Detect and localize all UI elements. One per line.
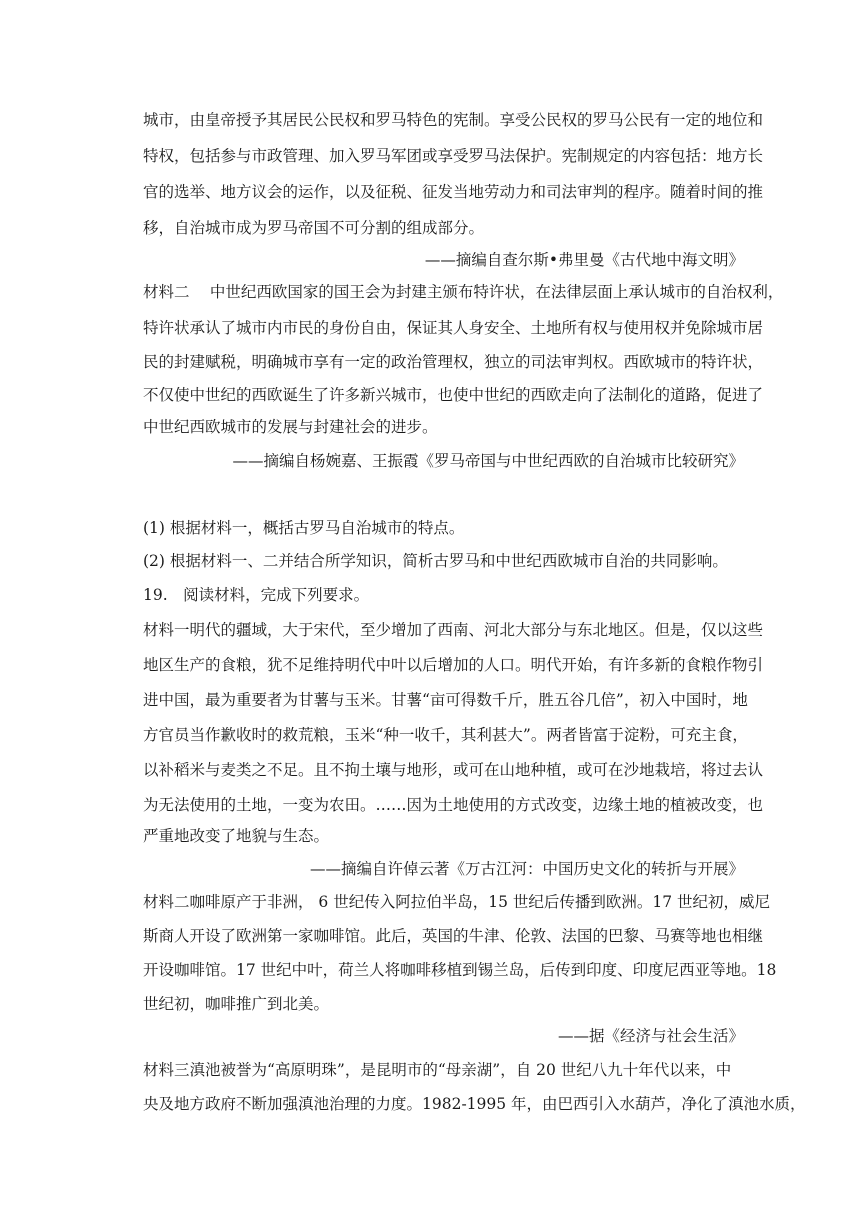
paragraph-line: 官的选举、地方议会的运作，以及征税、征发当地劳动力和司法审判的程序。随着时间的推 xyxy=(143,183,764,201)
paragraph-line: 严重地改变了地貌与生态。 xyxy=(143,827,330,845)
source-citation: ——摘编自杨婉嘉、王振霞《罗马帝国与中世纪西欧的自治城市比较研究》 xyxy=(232,452,744,470)
paragraph-line: 央及地方政府不断加强滇池治理的力度。1982-1995 年，由巴西引入水葫芦，净化了滇池水质， xyxy=(143,1095,806,1113)
paragraph-line: 进中国，最为重要者为甘薯与玉米。甘薯“亩可得数千斤，胜五谷几倍”，初入中国时，地 xyxy=(143,691,748,709)
paragraph-line: 城市，由皇帝授予其居民公民权和罗马特色的宪制。享受公民权的罗马公民有一定的地位和 xyxy=(143,111,764,129)
paragraph-line: 为无法使用的土地，一变为农田。……因为土地使用的方式改变，边缘土地的植被改变，也 xyxy=(143,796,764,814)
paragraph-line: 民的封建赋税，明确城市享有一定的政治管理权，独立的司法审判权。西欧城市的特许状， xyxy=(143,353,764,371)
paragraph-line: 材料一明代的疆域，大于宋代，至少增加了西南、河北大部分与东北地区。但是，仅以这些 xyxy=(143,621,764,639)
source-citation: ——摘编自查尔斯•弗里曼《古代地中海文明》 xyxy=(424,251,744,269)
paragraph-line: 移，自治城市成为罗马帝国不可分割的组成部分。 xyxy=(143,219,485,237)
paragraph-line: 开设咖啡馆。17 世纪中叶，荷兰人将咖啡移植到锡兰岛，后传到印度、印度尼西亚等地。18 xyxy=(143,961,777,979)
paragraph-line: 材料三滇池被誉为“高原明珠”，是昆明市的“母亲湖”，自 20 世纪八九十年代以来，中 xyxy=(143,1061,732,1079)
paragraph-line: 特许状承认了城市内市民的身份自由，保证其人身安全、土地所有权与使用权并免除城市居 xyxy=(143,319,764,337)
question-item: (1) 根据材料一，概括古罗马自治城市的特点。 xyxy=(143,519,465,537)
question-item: (2) 根据材料一、二并结合所学知识，简析古罗马和中世纪西欧城市自治的共同影响。 xyxy=(143,552,728,570)
paragraph-line: 世纪初，咖啡推广到北美。 xyxy=(143,995,330,1013)
paragraph-line: 中世纪西欧城市的发展与封建社会的进步。 xyxy=(143,418,438,436)
paragraph-line: 方官员当作歉收时的救荒粮，玉米“种一收千，其利甚大”。两者皆富于淀粉，可充主食， xyxy=(143,726,748,744)
paragraph-line: 材料二 中世纪西欧国家的国王会为封建主颁布特许状，在法律层面上承认城市的自治权利， xyxy=(143,283,784,301)
paragraph-line: 斯商人开设了欧洲第一家咖啡馆。此后，英国的牛津、伦敦、法国的巴黎、马赛等地也相继 xyxy=(143,927,764,945)
paragraph-line: 地区生产的食粮，犹不足维持明代中叶以后增加的人口。明代开始，有许多新的食粮作物引 xyxy=(143,656,764,674)
source-citation: ——摘编自许倬云著《万古江河：中国历史文化的转折与开展》 xyxy=(309,860,744,878)
question-heading: 19. 阅读材料，完成下列要求。 xyxy=(143,586,370,604)
paragraph-line: 以补稻米与麦类之不足。且不拘土壤与地形，或可在山地种植，或可在沙地栽培，将过去认 xyxy=(143,761,764,779)
source-citation: ——据《经济与社会生活》 xyxy=(557,1027,744,1045)
paragraph-line: 特权，包括参与市政管理、加入罗马军团或享受罗马法保护。宪制规定的内容包括：地方长 xyxy=(143,147,764,165)
paragraph-line: 材料二咖啡原产于非洲， 6 世纪传入阿拉伯半岛，15 世纪后传播到欧洲。17 世纪初，威尼 xyxy=(143,893,771,911)
paragraph-line: 不仅使中世纪的西欧诞生了许多新兴城市，也使中世纪的西欧走向了法制化的道路，促进了 xyxy=(143,386,764,404)
